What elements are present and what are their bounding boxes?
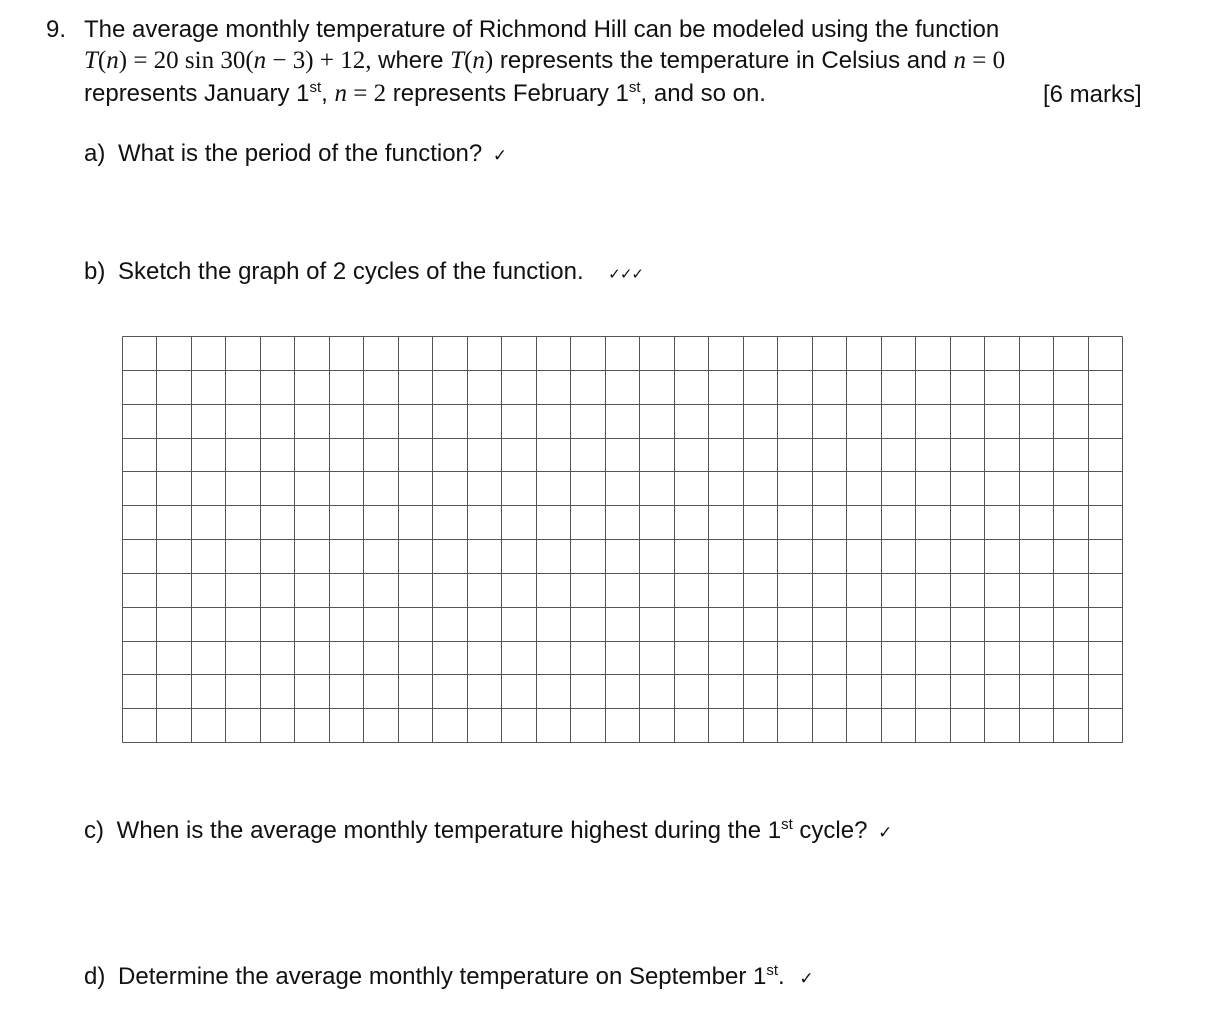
function-name: T [84,47,98,74]
part-a-label: a) [84,140,106,167]
part-b-text: Sketch the graph of 2 cycles of the function. [118,258,584,285]
function-rhs: = 20 sin 30( [133,47,254,74]
question-line-three: represents January 1st, n = 2 represents February 1st, and so on. [84,79,766,107]
january-text: represents January 1 [84,80,310,107]
function-inner: − 3) + 12, [266,47,372,74]
n-equals-zero: = 0 [965,47,1006,74]
graph-paper-grid[interactable] [122,336,1123,744]
part-b-checkmarks-icon: ✓✓✓ [608,265,644,283]
part-c: c) When is the average monthly temperature highest during the 1st cycle? ✓ [84,816,893,844]
question-function-line: T(n) = 20 sin 30(n − 3) + 12, where T(n) represents the temperature in Celsius and n = 0 [84,47,1006,74]
part-c-text: When is the average monthly temperature highest during the 1 [116,817,782,844]
marks-label: [6 marks] [1043,81,1142,108]
part-c-label: c) [84,817,104,844]
part-c-checkmark-icon: ✓ [878,823,893,843]
part-d-checkmark-icon: ✓ [799,969,814,989]
part-a-text: What is the period of the function? [118,140,483,167]
part-b-label: b) [84,258,106,285]
part-d-text: Determine the average monthly temperature on September 1 [118,963,767,990]
where-text: where [371,47,451,74]
part-b [84,258,643,286]
part-d: d) Determine the average monthly temperature on September 1st. ✓ [84,962,814,990]
part-d-label: d) [84,963,106,990]
question-number: 9. [46,16,67,43]
february-text: represents February 1 [386,80,629,107]
question-intro: The average monthly temperature of Richmond Hill can be modeled using the function [84,16,1000,43]
and-so-on-text: , and so on. [640,80,766,107]
part-a [84,140,507,168]
n-equals-two: = 2 [346,80,387,107]
function-variable: n [106,47,119,74]
part-a-checkmark-icon: ✓ [492,146,508,166]
represents-text: represents the temperature in Celsius and [493,47,954,74]
